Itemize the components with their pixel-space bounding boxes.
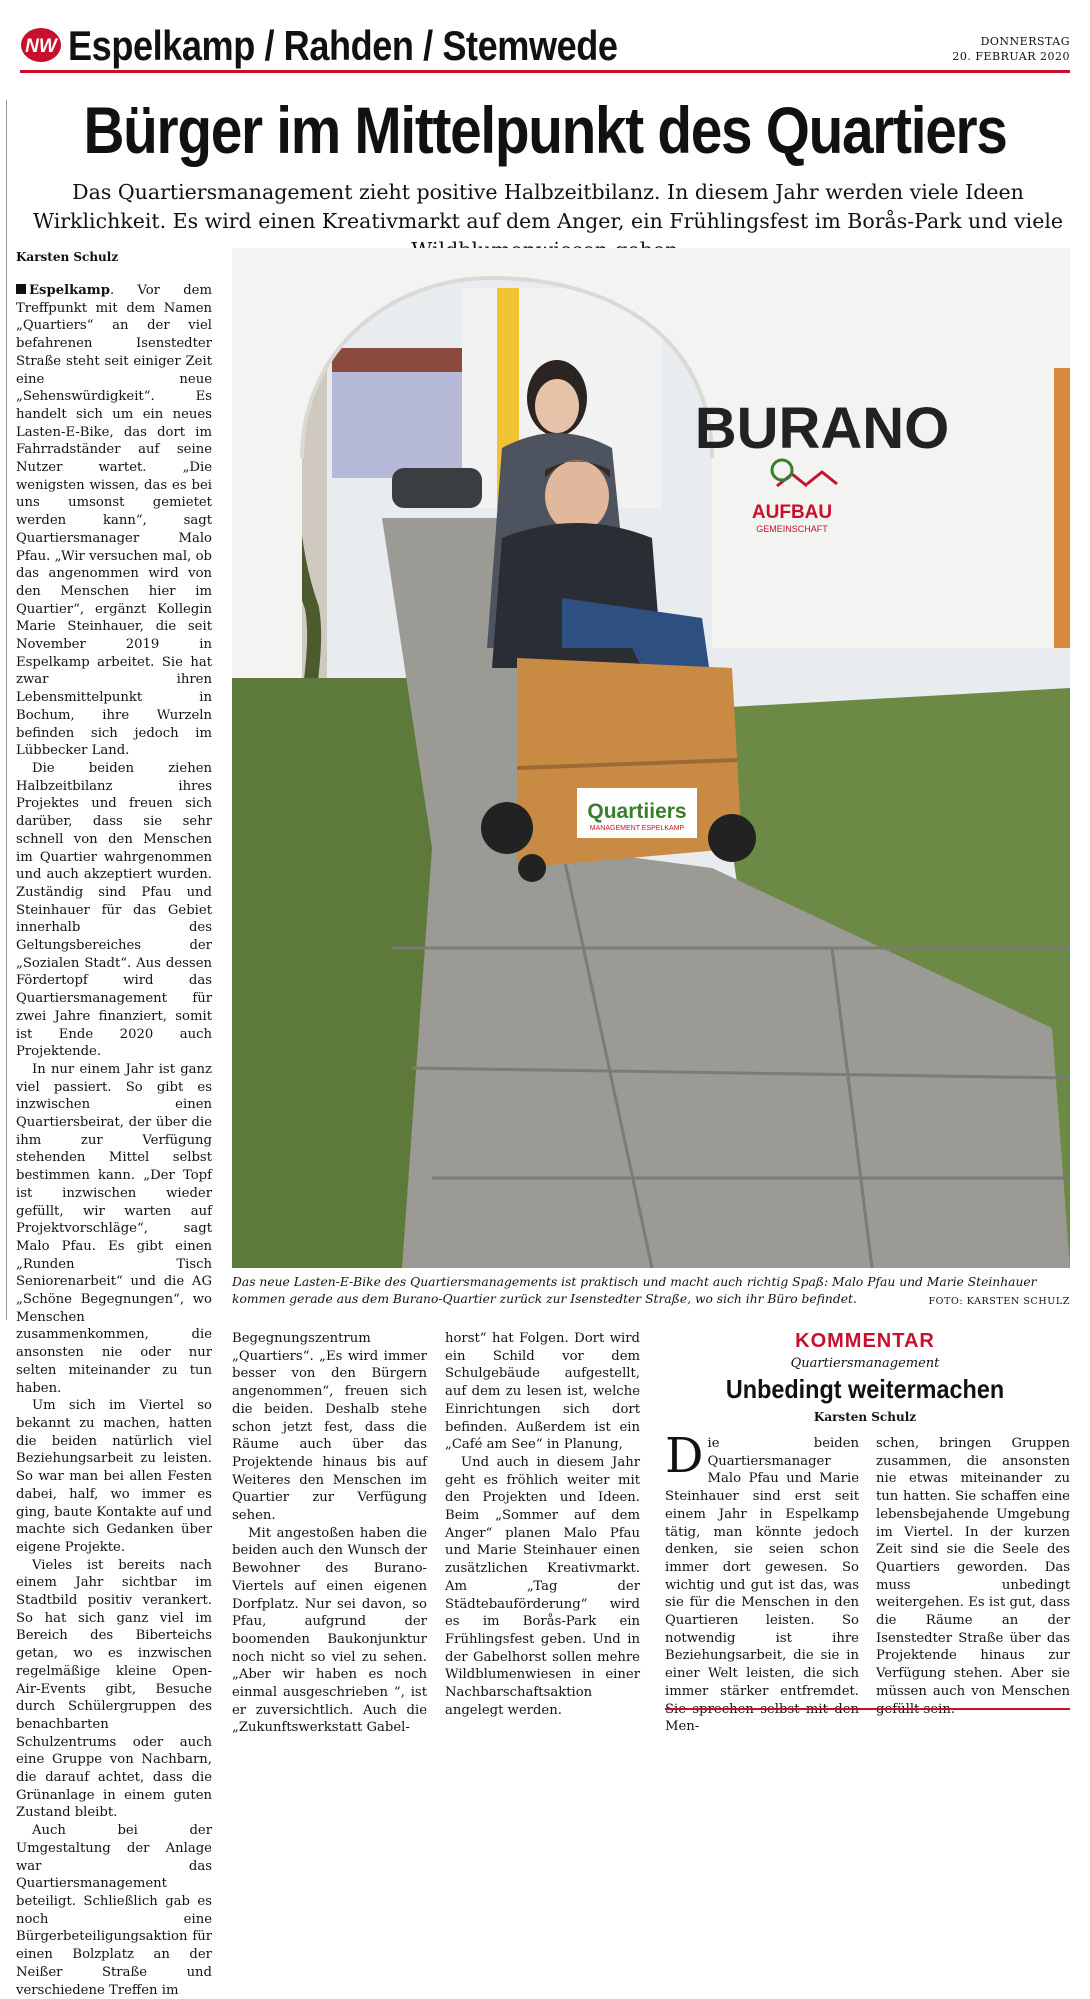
paragraph: In nur einem Jahr ist ganz viel passiert. So gibt es inzwischen einen Quartiersbeirat, der über die ihm zur Verfügung stehenden Mittel selbst bestimmen kann. „Der Topf ist inzwischen wieder gefüllt, wir warten auf Projektvorschläge“, sagt Malo Pfau. Es gibt einen „Runden Tisch Seniorenarbeit“ und die AG „Schöne Begegnungen“, wo Menschen zusammenkommen, die ansonsten nie oder nur selten miteinander zu tun haben.	[16, 1061, 212, 1396]
paragraph: Um sich im Viertel so bekannt zu machen, hatten die beiden natürlich viel Beziehungsarbeit zu leisten. So war man bei allen Festen dabei, half, wo immer es ging, baute Kontakte auf und machte sich Gedanken über eigene Projekte.	[16, 1398, 212, 1555]
article-column-2	[232, 1330, 427, 1737]
paragraph: Die beiden ziehen Halbzeitbilanz ihres Projektes und freuen sich darüber, dass sie sehr schnell von den Menschen im Quartier wahrgenommen und auch akzeptiert wurden. Zuständig sind Pfau und Steinhauer für das Gebiet innerhalb des Geltungsbereiches der „Sozialen Stadt“. Aus dessen Fördertopf wird das Quartiersmanagement für zwei Jahre finanziert, somit ist Ende 2020 auch Projektende.	[16, 760, 212, 1060]
paragraph: Mit angestoßen haben die beiden auch den Wunsch der Bewohner des Burano-Viertels auf einen eigenen Dorfplatz. Nur sei davon, so Pfau, aufgrund der boomenden Baukonjunktur noch nicht so viel zu sehen. „Aber wir haben es noch einmal ausgeschrieben “, ist er zuversichtlich. Auch die „Zukunftswerkstatt Gabel-	[232, 1525, 427, 1736]
nw-logo	[20, 26, 66, 64]
paragraph: Auch bei der Umgestaltung der Anlage war das Quartiersmanagement beteiligt. Schließlich gab es noch eine Bürgerbeteiligungsaktion für einen Bolzplatz an der Neißer Straße und verschiedene Treffen im	[16, 1823, 212, 1998]
kommentar-title: Unbedingt weitermachen	[725, 1374, 1005, 1404]
dateline-word: Espelkamp	[29, 283, 110, 298]
kommentar-author: Karsten Schulz	[813, 1410, 917, 1424]
byline: Karsten Schulz	[16, 250, 119, 264]
sign-name: BURANO	[694, 396, 950, 461]
sign-logo-line2: GEMEINSCHAFT	[756, 524, 828, 534]
photo-credit: FOTO: KARSTEN SCHULZ	[928, 1296, 1070, 1307]
sign-logo-line1: AUFBAU	[751, 502, 833, 523]
masthead	[20, 14, 1070, 70]
lead-square-icon	[16, 284, 26, 294]
article-column-1	[16, 282, 212, 1999]
left-rule	[6, 100, 7, 1320]
paragraph: Vieles ist bereits nach einem Jahr sichtbar im Stadtbild positiv verankert. So hat sich ganz viel im Bereich des Biberteichs getan, wo es inzwischen regelmäßige kleine Open-Air-Events gibt, Besuche durch Schülergruppen des benachbarten Schulzentrums oder auch eine Gruppe von Nachbarn, die darauf achtet, dass die Grünanlage in einem guten Zustand bleibt.	[16, 1557, 212, 1821]
kommentar-rule	[665, 1708, 1070, 1710]
subhead: Das Quartiersmanagement zieht positive Halbzeitbilanz. In diesem Jahr werden viele Ideen Wirklichkeit. Es wird einen Kreativmarkt auf dem Anger, ein Frühlingsfest im Borås-Park und viele	[32, 180, 1064, 233]
paragraph: horst“ hat Folgen. Dort wird ein Schild vor dem Schulgebäude aufgestellt, auf dem zu lesen ist, welche Einrichtungen sich dort befinden. Außerdem ist ein „Café am See“ in Planung,	[445, 1331, 640, 1453]
headline: Bürger im Mittelpunkt des Quartiers	[83, 93, 1007, 167]
paragraph: . Vor dem Treffpunkt mit dem Namen „Quartiers“ an der viel befahrenen Isenstedter Straße steht seit einiger Zeit eine neue „Sehenswürdigkeit“. Es handelt sich um ein neues Lasten-E-Bike, das dort im Fahrradständer auf seine Nutzer wartet. „Die wenigsten wissen, das es bei uns umsonst gemietet werden kann“, sagt Quartiersmanager Malo Pfau. „Wir versuchen mal, ob das angenommen wird von den Menschen hier im Quartier“, ergänzt Kollegin Marie Steinhauer, die seit November 2019 in Espelkamp arbeitet. Sie hat zwar ihren Lebensmittelpunkt in Bochum, ihre Wurzeln befinden sich jedoch im Lübbecker Land.	[16, 283, 212, 759]
weekday: DONNERSTAG	[980, 35, 1070, 48]
lead-paragraph	[16, 282, 212, 760]
photo-caption: Das neue Lasten-E-Bike des Quartiersmanagements ist praktisch und macht auch richtig Spaß: Malo Pfau und Marie Steinhauer kommen gerade aus dem Burano-Quartier zurück zur Isenstedter Straße, wo sich ihr Büro befindet.	[232, 1275, 1037, 1306]
header-rule	[20, 70, 1070, 73]
bike-label-line2: MANAGEMENT ESPELKAMP	[589, 825, 685, 832]
paragraph: Begegnungszentrum „Quartiers“. „Es wird immer besser von den Bürgern angenommen“, freuen sich die beiden. Deshalb stehe schon jetzt fest, dass die Räume auch über das Projektende hinaus bis auf Weiteres den Menschen im Quartier zur Verfügung sehen.	[232, 1331, 427, 1524]
kommentar-text: ie beiden Quartiersmanager Malo Pfau und Marie Steinhauer sind erst seit einem Jahr in Espelkamp tätig, man könnte jedoch denken, sie seien schon immer dort gewesen. So wichtig und gut ist das, was sie für die Menschen in den Quartieren leisten. So notwendig ist ihre Beziehungsarbeit, die sie in einer Welt leisten, die sich immer stärker entfremdet. Men-	[665, 1436, 859, 1735]
article-photo	[232, 248, 1070, 1268]
bike-label-line1: Quartiiers	[587, 800, 687, 823]
kommentar-column-1	[665, 1428, 859, 1736]
section-title: Espelkamp / Rahden / Stemwede	[68, 22, 618, 69]
dropcap: D	[665, 1428, 704, 1484]
kommentar-kicker: Quartiersmanagement	[790, 1356, 940, 1371]
paragraph: Und auch in diesem Jahr geht es fröhlich weiter mit den Projekten und Ideen. Beim „Sommer auf dem Anger“ planen Malo Pfau und Marie Steinhauer einen zusätzlichen Kreativmarkt. Am „Tag der Städtebauförderung“ wird es im Borås-Park ein Frühlingsfest geben. Und in der Gabelhorst sollen mehre Wildblumenwiesen in einer Nachbarschaftsaktion angelegt werden.	[445, 1454, 640, 1718]
date: 20. FEBRUAR 2020	[952, 50, 1070, 63]
article-column-3	[445, 1330, 640, 1719]
logo-text: NW	[25, 36, 57, 57]
kommentar-label: KOMMENTAR	[795, 1330, 935, 1352]
issue-date	[952, 34, 1070, 64]
kommentar-column-2: schen, bringen Gruppen zusammen, die ansonsten nie etwas miteinander zu tun hatten. Sie schaffen eine lebensbejahende Umgebung im Viertel. In der kurzen Zeit sind sie die Seele des Quartiers geworden. Das muss unbedingt weitergehen. Es ist gut, dass die Räume an der Isenstedter Straße über das Projektende hinaus zur Verfügung stehen. Aber sie müssen auch von Menschen	[876, 1436, 1070, 1699]
